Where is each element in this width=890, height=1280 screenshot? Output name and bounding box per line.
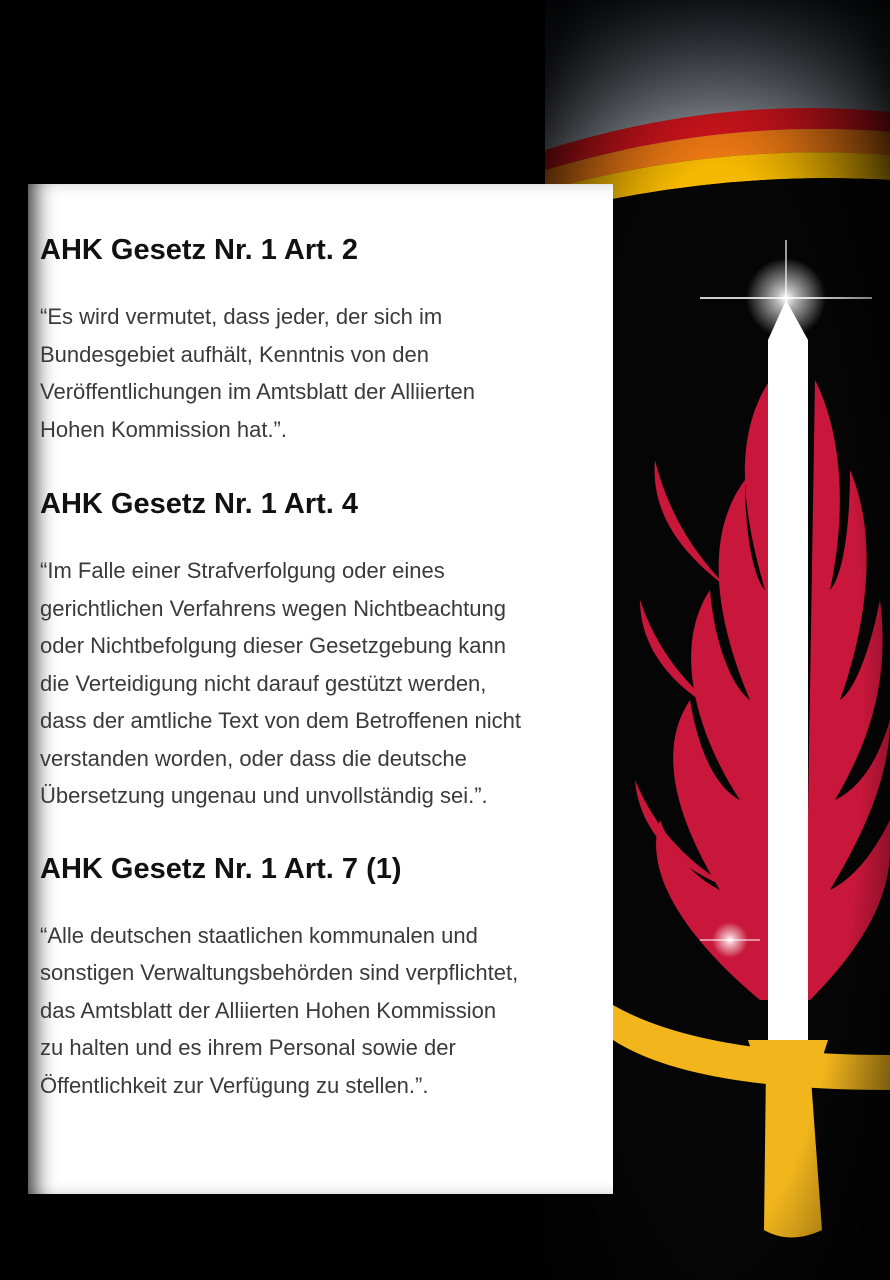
section-art-4 xyxy=(40,486,613,815)
quote-line: Veröffentlichungen im Amtsblatt der Alliierten xyxy=(40,379,475,404)
section-heading: AHK Gesetz Nr. 1 Art. 2 xyxy=(40,234,359,266)
section-quote xyxy=(40,298,613,448)
section-art-7 xyxy=(40,851,613,1105)
quote-line: gerichtlichen Verfahrens wegen Nichtbeachtung xyxy=(40,595,506,621)
quote-line: Bundesgebiet aufhält, Kenntnis von den xyxy=(40,341,429,367)
law-text-card xyxy=(28,184,613,1194)
quote-line: Hohen Kommission hat.”. xyxy=(40,416,287,442)
section-heading: AHK Gesetz Nr. 1 Art. 4 xyxy=(40,488,359,520)
quote-line: zu halten und es ihrem Personal sowie der xyxy=(40,1035,456,1060)
quote-line: dass der amtliche Text von dem Betroffenen nicht xyxy=(40,708,522,733)
quote-line: die Verteidigung nicht darauf gestützt werden, xyxy=(40,670,487,696)
quote-line: Öffentlichkeit zur Verfügung zu stellen.”. xyxy=(40,1072,429,1098)
quote-line: “Es wird vermutet, dass jeder, der sich im xyxy=(40,304,443,329)
quote-line: “Alle deutschen staatlichen kommunalen und xyxy=(40,922,478,948)
section-quote xyxy=(40,917,613,1105)
quote-line: sonstigen Verwaltungsbehörden sind verpflichtet, xyxy=(40,960,519,985)
section-quote xyxy=(40,552,613,815)
section-heading: AHK Gesetz Nr. 1 Art. 7 (1) xyxy=(40,852,402,885)
quote-line: “Im Falle einer Strafverfolgung oder eines xyxy=(40,558,445,583)
quote-line: verstanden worden, oder dass die deutsche xyxy=(40,745,467,771)
quote-line: oder Nichtbefolgung dieser Gesetzgebung kann xyxy=(40,633,506,658)
quote-line: Übersetzung ungenau und unvollständig sei.”. xyxy=(40,783,488,808)
quote-line: das Amtsblatt der Alliierten Hohen Kommission xyxy=(40,997,497,1023)
section-art-2 xyxy=(40,232,613,448)
